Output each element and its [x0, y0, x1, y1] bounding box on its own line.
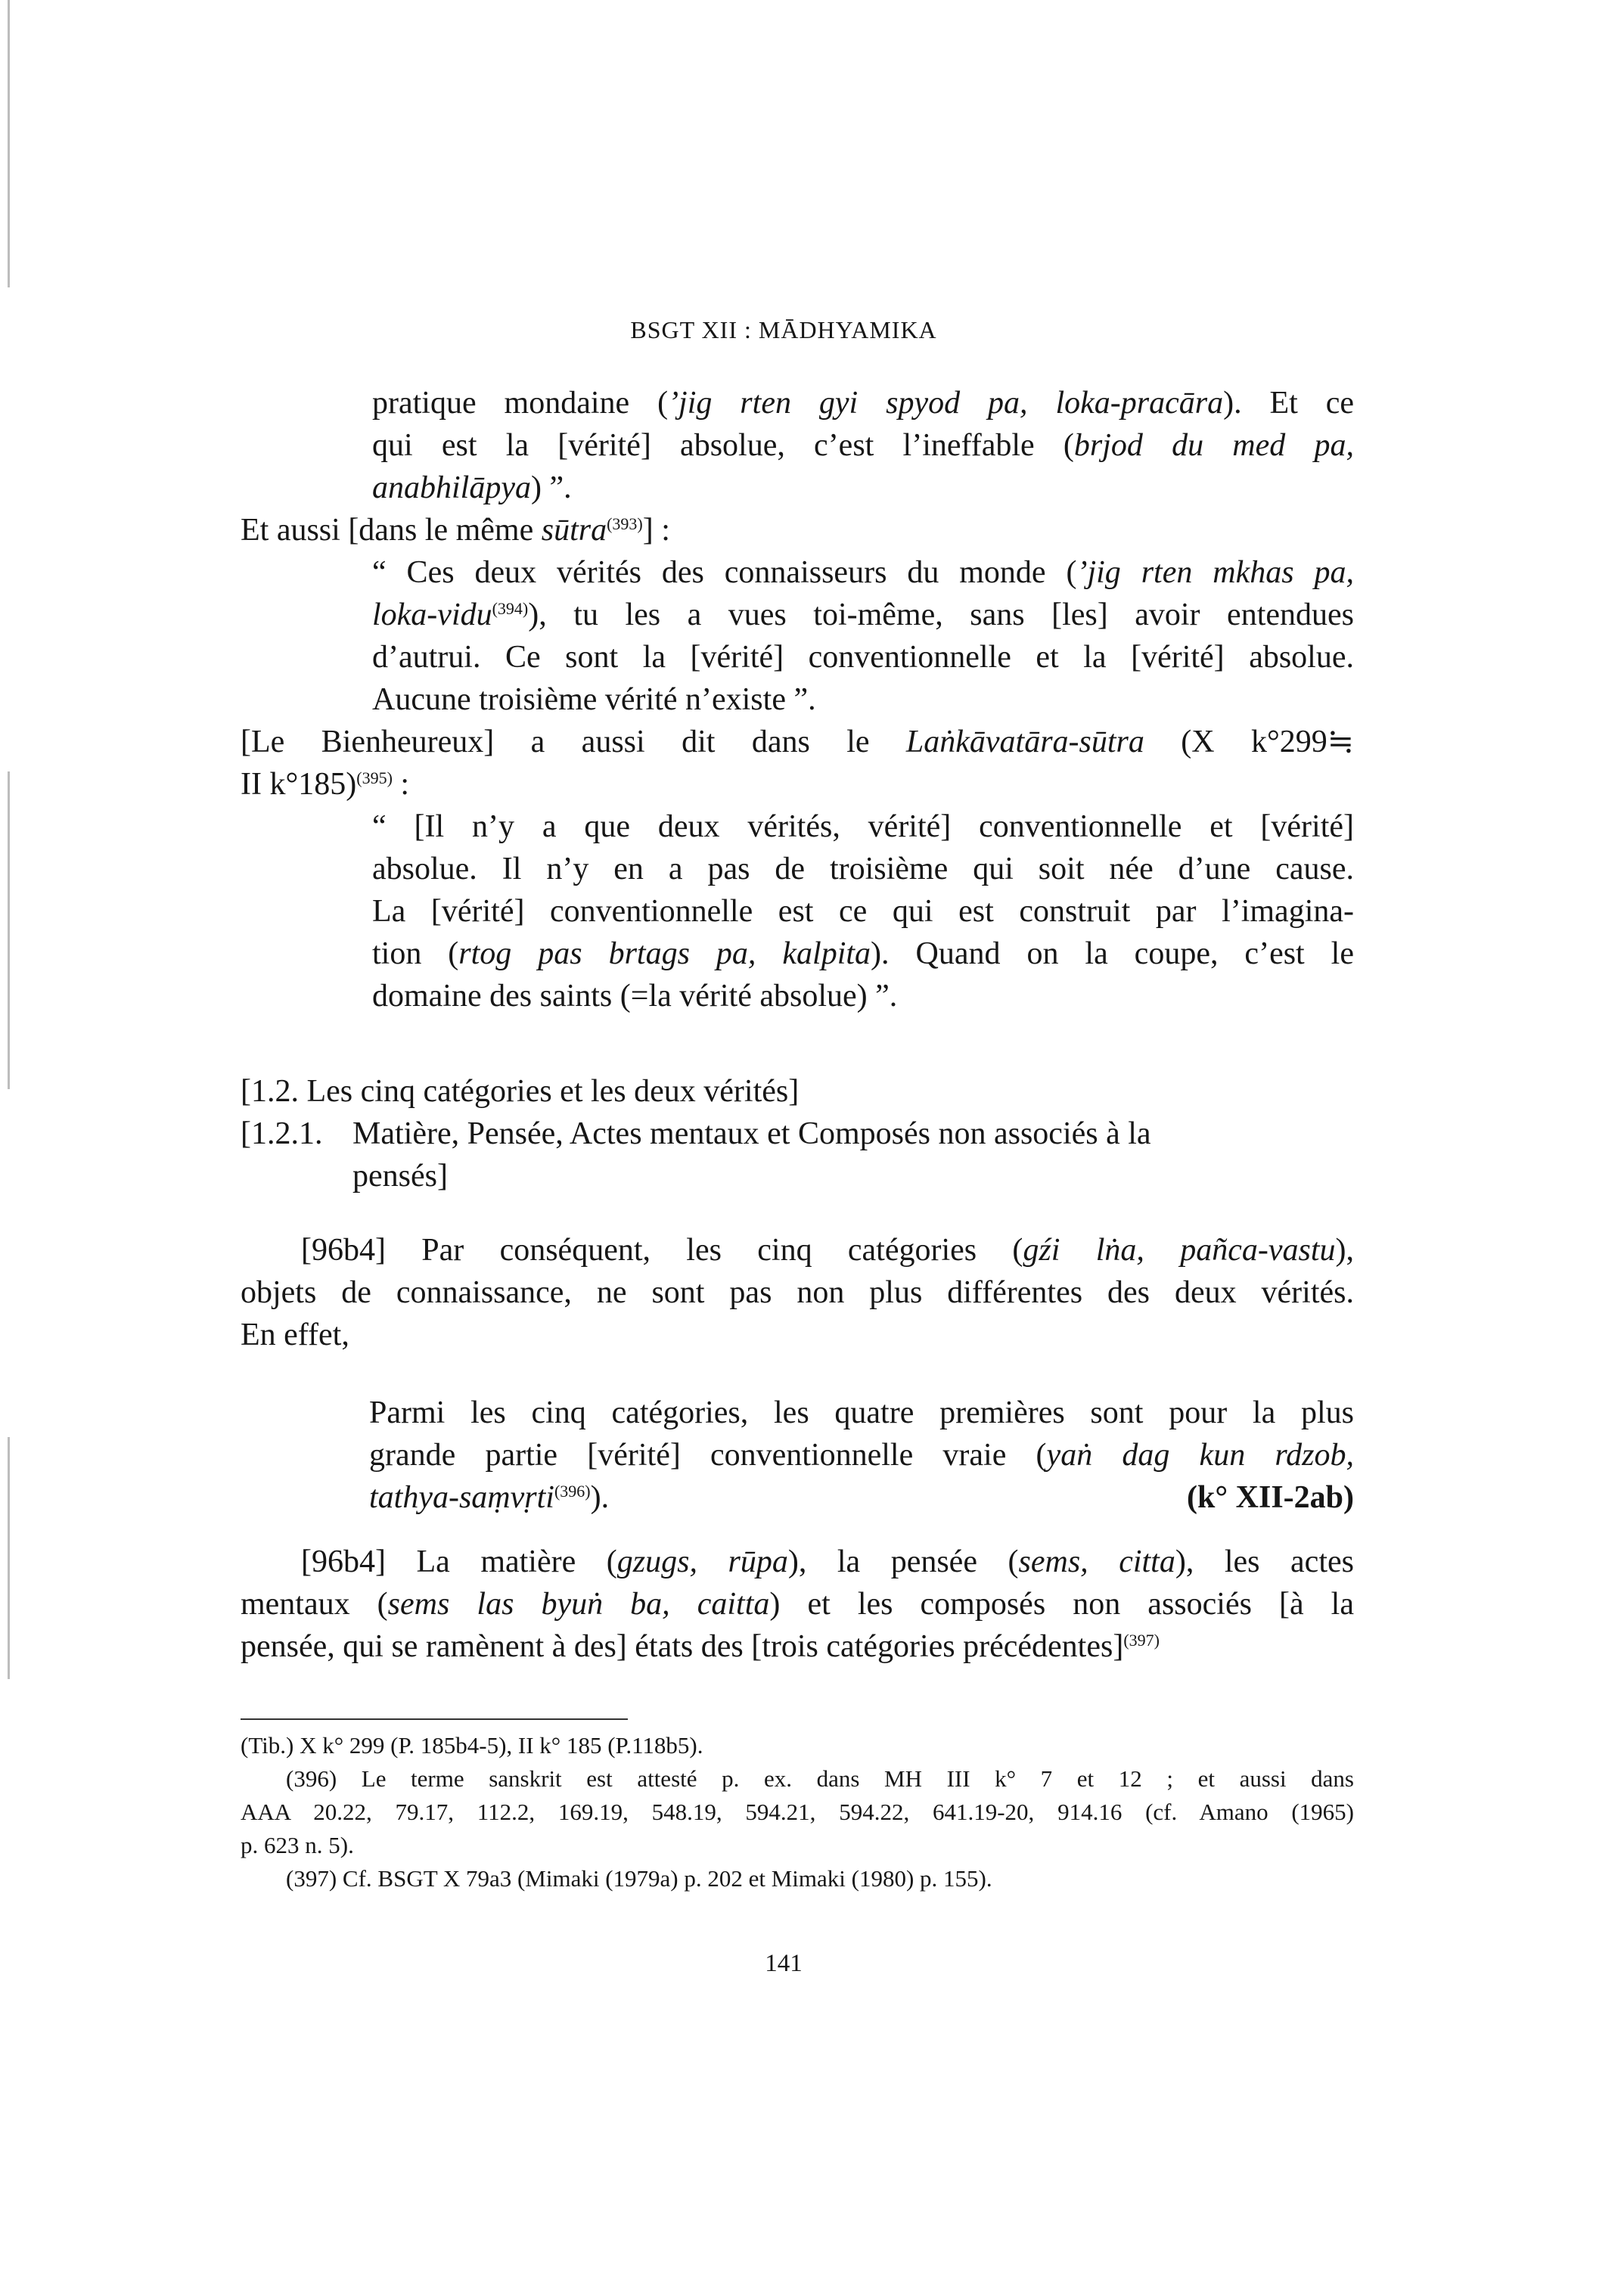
text-line: [96b4] Par conséquent, les cinq catégories (gźi lṅa, pañca-vastu), — [301, 1233, 1354, 1268]
text-line: absolue. Il n’y en a pas de troisième qui soit née d’une cause. — [372, 852, 1354, 886]
page-number: 141 — [765, 1950, 803, 1977]
text-line: “ [Il n’y a que deux vérités, vérité] conventionnelle et [vérité] — [372, 809, 1354, 844]
text-line: qui est la [vérité] absolue, c’est l’ineffable (brjod du med pa, — [372, 428, 1354, 463]
text-line: “ Ces deux vérités des connaisseurs du monde (’jig rten mkhas pa, — [372, 555, 1354, 590]
footnote-ref: (394) — [492, 599, 529, 618]
subsection-heading — [241, 1113, 1354, 1197]
text-line: [1.2.1. Matière, Pensée, Actes mentaux et Composés non associés à la — [241, 1113, 1354, 1155]
text-line: domaine des saints (=la vérité absolue) ”. — [372, 979, 898, 1014]
text-line: II k°185)$^{(395)}$ : — [241, 767, 410, 802]
text-line: tion (rtog pas brtags pa, kalpita). Quand on la coupe, c’est le — [372, 936, 1354, 971]
footnote-ref: (395) — [356, 768, 393, 787]
text-line: Aucune troisième vérité n’existe ”. — [372, 682, 816, 717]
footnote-ref: (396) — [554, 1482, 591, 1501]
text-line: anabhilāpya) ”. — [372, 470, 572, 505]
text-line: pratique mondaine (’jig rten gyi spyod pa, loka-pracāra). Et ce — [372, 386, 1355, 421]
body-paragraph — [241, 509, 1354, 551]
text-line: Parmi les cinq catégories, les quatre premières sont pour la plus — [369, 1395, 1354, 1430]
scan-edge-line — [8, 1437, 10, 1679]
footnote: (Tib.) X k° 299 (P. 185b4-5), II k° 185 (P.118b5). — [241, 1732, 703, 1759]
text-line: d’autrui. Ce sont la [vérité] conventionnelle et la [vérité] absolue. — [372, 640, 1354, 675]
footnote-rule — [241, 1718, 628, 1720]
text-line: pensée, qui se ramènent à des] états des [trois catégories précédentes]$^{(397)}$ — [241, 1629, 1160, 1664]
body-paragraph — [241, 721, 1354, 806]
quote-continuation — [372, 382, 1354, 509]
text-line: [Le Bienheureux] a aussi dit dans le Laṅkāvatāra-sūtra (X k°299≒ — [241, 725, 1354, 759]
footnote: AAA 20.22, 79.17, 112.2, 169.19, 548.19, 594.21, 594.22, 641.19-20, 914.16 (cf. Amano (1965) — [241, 1799, 1354, 1825]
text-line: pensés] — [352, 1159, 448, 1194]
quote-block — [372, 551, 1354, 721]
text-line: En effet, — [241, 1318, 349, 1352]
text-line: objets de connaissance, ne sont pas non plus différentes des deux vérités. — [241, 1275, 1354, 1310]
footnote: (396) Le terme sanskrit est attesté p. ex. dans MH III k° 7 et 12 ; et aussi dans — [286, 1765, 1354, 1792]
scan-edge-line — [8, 771, 10, 1089]
text-line: [96b4] La matière (gzugs, rūpa), la pensée (sems, citta), les actes — [301, 1544, 1354, 1579]
footnote-ref: (393) — [607, 514, 643, 533]
text-line: La [vérité] conventionnelle est ce qui est construit par l’imagina- — [372, 894, 1354, 929]
footnotes — [241, 1729, 1354, 1895]
footnote-ref: (397) — [1123, 1631, 1160, 1650]
running-header: BSGT XII : MĀDHYAMIKA — [630, 316, 937, 343]
heading-number: [1.2.1. — [241, 1116, 323, 1151]
verse-reference: (k° XII-2ab) — [1187, 1480, 1354, 1515]
footnote: (397) Cf. BSGT X 79a3 (Mimaki (1979a) p. 202 et Mimaki (1980) p. 155). — [286, 1865, 992, 1892]
verse-block — [369, 1392, 1354, 1519]
text-line: tathya-saṃvṛti$^{(396)}$). (k° XII-2ab) — [369, 1476, 1354, 1519]
text-line: Et aussi [dans le même sūtra$^{(393)}$] : — [241, 513, 670, 548]
body-paragraph — [241, 1229, 1354, 1356]
text-line: grande partie [vérité] conventionnelle vraie (yaṅ dag kun rdzob, — [369, 1438, 1355, 1473]
text-line: mentaux (sems las byuṅ ba, caitta) et les composés non associés [à la — [241, 1587, 1354, 1622]
quote-block — [372, 806, 1354, 1017]
body-paragraph — [241, 1541, 1354, 1668]
heading-text: [1.2. Les cinq catégories et les deux vérités] — [241, 1074, 800, 1109]
section-heading — [241, 1070, 1354, 1113]
footnote: p. 623 n. 5). — [241, 1832, 354, 1858]
text-line: loka-vidu$^{(394)}$), tu les a vues toi-même, sans [les] avoir entendues — [372, 598, 1354, 632]
scan-edge-line — [8, 0, 10, 287]
